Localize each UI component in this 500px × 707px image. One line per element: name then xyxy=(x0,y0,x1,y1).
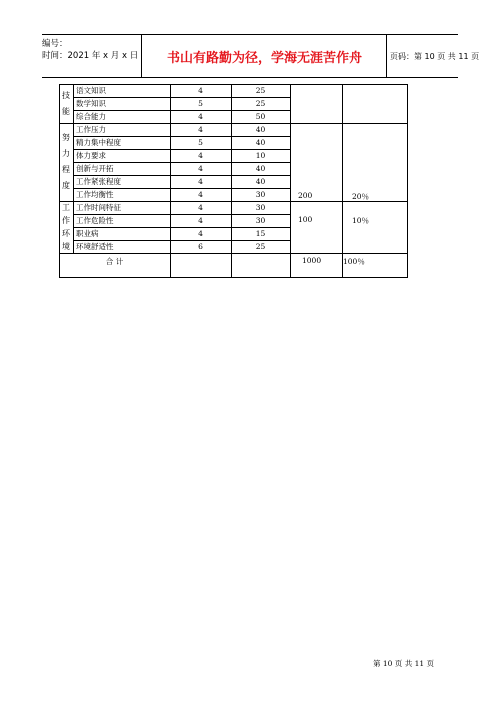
col-divider xyxy=(342,84,343,277)
item-points: 15 xyxy=(255,229,266,238)
category-char: 境 xyxy=(62,242,70,251)
item-weight: 4 xyxy=(198,177,203,186)
item-points: 40 xyxy=(255,125,266,134)
category-label xyxy=(60,88,72,120)
row-divider xyxy=(73,136,290,137)
grand-percent: 100％ xyxy=(343,257,365,266)
header-page-info: 页码：第 10 页 共 11 页 xyxy=(390,51,480,61)
row-divider xyxy=(73,162,290,163)
row-divider xyxy=(73,149,290,150)
category-char: 技 xyxy=(62,90,70,100)
row-divider xyxy=(73,188,290,189)
table-border-bottom xyxy=(59,277,408,278)
item-name: 工作紧张程度 xyxy=(76,177,121,186)
item-name: 工作危险性 xyxy=(76,216,114,225)
category-char: 工 xyxy=(62,203,70,212)
row-divider xyxy=(73,175,290,176)
item-points: 25 xyxy=(255,99,266,108)
group-divider xyxy=(290,201,407,202)
item-weight: 4 xyxy=(198,86,203,95)
header-meta xyxy=(42,35,142,77)
item-name: 数学知识 xyxy=(76,99,106,108)
item-name: 创新与开拓 xyxy=(76,164,114,173)
group-percent: 10％ xyxy=(352,216,370,225)
item-weight: 5 xyxy=(198,138,203,147)
item-name: 环境舒适性 xyxy=(76,242,114,251)
category-char: 力 xyxy=(62,149,70,158)
header-slogan: 书山有路勤为径，学海无涯苦作舟 xyxy=(143,35,387,77)
category-char: 能 xyxy=(62,106,70,116)
item-name: 工作均衡性 xyxy=(76,190,114,199)
category-label xyxy=(60,201,72,253)
row-divider xyxy=(59,123,290,124)
category-char: 程 xyxy=(62,165,70,174)
doc-id-label: 编号： xyxy=(42,39,68,49)
item-name: 综合能力 xyxy=(76,112,106,121)
category-char: 作 xyxy=(62,216,70,225)
category-label xyxy=(60,130,72,194)
row-divider xyxy=(73,214,290,215)
evaluation-table xyxy=(59,84,407,277)
item-name: 语文知识 xyxy=(76,86,106,95)
item-weight: 5 xyxy=(198,99,203,108)
table-border-right xyxy=(407,84,408,277)
row-divider xyxy=(73,240,290,241)
group-divider xyxy=(290,123,407,124)
item-weight: 4 xyxy=(198,112,203,121)
category-char: 努 xyxy=(62,133,70,142)
item-name: 职业病 xyxy=(76,229,99,238)
item-name: 精力集中程度 xyxy=(76,138,121,147)
row-divider xyxy=(59,201,290,202)
group-total: 200 xyxy=(298,191,313,200)
page-header xyxy=(42,34,480,78)
col-divider xyxy=(290,84,291,277)
item-weight: 4 xyxy=(198,151,203,160)
item-points: 40 xyxy=(255,138,266,147)
item-points: 10 xyxy=(255,151,266,160)
group-total: 100 xyxy=(298,215,313,224)
group-percent: 20％ xyxy=(352,192,370,201)
item-name: 工作压力 xyxy=(76,125,106,134)
page-footer: 第 10 页 共 11 页 xyxy=(373,659,435,668)
row-divider xyxy=(73,97,290,98)
item-name: 体力要求 xyxy=(76,151,106,160)
item-points: 30 xyxy=(255,190,266,199)
item-points: 50 xyxy=(255,112,266,121)
item-points: 25 xyxy=(255,242,266,251)
item-points: 30 xyxy=(255,216,266,225)
item-points: 30 xyxy=(255,203,266,212)
grand-total: 1000 xyxy=(302,256,322,265)
item-points: 40 xyxy=(255,164,266,173)
category-char: 环 xyxy=(62,229,70,238)
group-divider xyxy=(290,253,407,254)
row-divider xyxy=(59,253,290,254)
item-points: 40 xyxy=(255,177,266,186)
item-name: 工作时间特征 xyxy=(76,203,121,212)
item-weight: 4 xyxy=(198,229,203,238)
item-weight: 4 xyxy=(198,203,203,212)
category-char: 度 xyxy=(62,181,70,190)
item-weight: 4 xyxy=(198,125,203,134)
total-label: 合 计 xyxy=(105,257,124,266)
item-points: 25 xyxy=(255,86,266,95)
item-weight: 4 xyxy=(198,190,203,199)
item-weight: 6 xyxy=(198,242,203,251)
doc-time-label: 时间：2021 年 x 月 x 日 xyxy=(42,51,139,61)
row-divider xyxy=(73,110,290,111)
item-weight: 4 xyxy=(198,164,203,173)
table-border-top xyxy=(59,84,407,85)
item-weight: 4 xyxy=(198,216,203,225)
row-divider xyxy=(73,227,290,228)
